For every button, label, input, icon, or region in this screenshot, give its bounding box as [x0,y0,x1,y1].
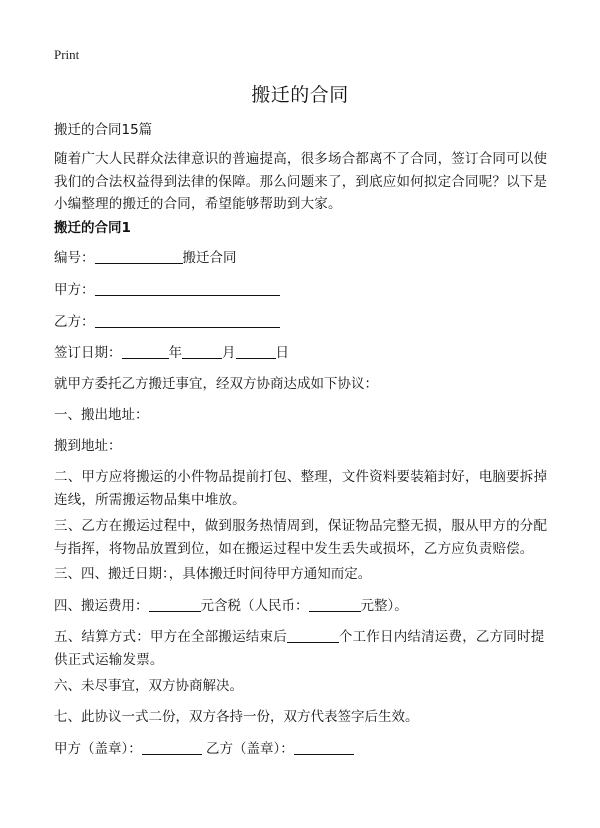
contract-number-label: 编号： [54,250,95,266]
party-a-blank [95,281,280,296]
fee-mid-label: 元含税（人民币： [200,598,309,614]
clause-4-move-date: 三、四、搬迁日期：，具体搬迁时间待甲方通知而定。 [54,566,372,582]
party-b-seal-blank [294,740,354,755]
party-b-seal-label: 乙方（盖章）： [206,741,294,757]
contract-number-blank [95,249,183,264]
settlement-clause [54,626,548,671]
fee-end-label: 元整）。 [360,598,408,614]
sign-date-line [54,342,548,365]
fee-label: 四、搬运费用： [54,598,149,614]
move-to-address: 搬到地址： [54,438,122,454]
seal-line [54,738,548,761]
day-label: 日 [275,345,289,361]
party-a-label: 甲方： [54,282,95,298]
year-label: 年 [168,345,182,361]
contract-number-suffix: 搬迁合同 [182,250,237,266]
clause-6: 六、未尽事宜，双方协商解决。 [54,678,243,694]
clause-2: 二、甲方应将搬运的小件物品提前打包、整理，文件资料要装箱封好，电脑要拆掉连线，所需搬运物品集中堆放。 [54,469,548,508]
page-title: 搬迁的合同 [251,84,349,106]
agreement-intro: 就甲方委托乙方搬迁事宜，经双方协商达成如下协议： [54,376,378,392]
party-a-seal-blank [142,740,202,755]
party-b-line [54,311,548,334]
intro-paragraph: 随着广大人民群众法律意识的普遍提高，很多场合都离不了合同，签订合同可以使我们的合法权益得到法律的保障。那么问题来了，到底应如何拟定合同呢？以下是小编整理的搬迁的合同，希望能够帮助到大家。 [54,151,548,212]
section-heading: 搬迁的合同1 [54,220,131,236]
print-link[interactable]: Print [54,47,80,62]
contract-number-line [54,247,548,270]
fee-amount-blank [149,597,201,612]
document-subtitle: 搬迁的合同15篇 [54,122,153,138]
day-blank [236,344,276,359]
month-blank [182,344,222,359]
clause-1-move-out-address: 一、搬出地址： [54,407,149,423]
fee-line [54,595,548,618]
month-label: 月 [222,345,236,361]
party-a-line [54,279,548,302]
settlement-start: 五、结算方式：甲方在全部搬运结束后 [54,629,287,645]
settlement-days-blank [287,628,339,643]
clause-3: 三、乙方在搬运过程中，做到服务热情周到，保证物品完整无损，服从甲方的分配与指挥，将物品放置到位，如在搬运过程中发生丢失或损坏，乙方应负责赔偿。 [54,518,548,557]
party-b-label: 乙方： [54,314,95,330]
settlement-end: 个工作日内结清运费，乙方同时提供正式运输发票。 [54,629,545,668]
clause-7: 七、此协议一式二份，双方各持一份，双方代表签字后生效。 [54,709,419,725]
party-a-seal-label: 甲方（盖章）： [54,741,142,757]
party-b-blank [95,313,280,328]
year-blank [122,344,169,359]
fee-rmb-blank [309,597,361,612]
sign-date-label: 签订日期： [54,345,122,361]
